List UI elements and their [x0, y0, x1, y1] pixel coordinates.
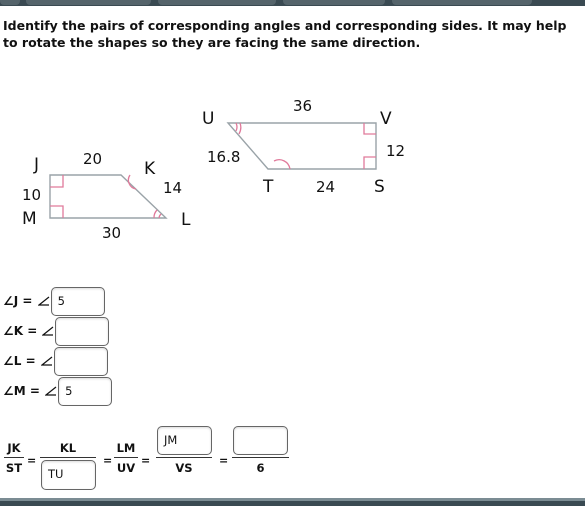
angle-row-label: ∠L =: [3, 354, 40, 368]
fraction-5-denominator: 6: [256, 461, 265, 475]
side-input-scale[interactable]: [233, 426, 288, 455]
fraction-bar: [156, 457, 212, 458]
angle-icon: [45, 386, 57, 396]
vertex-label-j: J: [34, 155, 40, 175]
right-angle-mark-m: [50, 206, 63, 218]
side-input-ku[interactable]: TU: [41, 460, 96, 490]
fraction-bar: [232, 457, 289, 458]
fraction-3-denominator: UV: [116, 461, 136, 475]
side-label-vs: 12: [386, 142, 406, 160]
equals-sign: =: [103, 454, 113, 467]
vertex-label-l: L: [181, 210, 191, 230]
shape-jklm-outline: [50, 175, 166, 218]
angle-arc-u-1: [236, 123, 237, 131]
vertex-label-v: V: [380, 109, 392, 129]
angle-input[interactable]: [54, 347, 108, 376]
side-label-uv: 36: [293, 97, 313, 115]
angle-arc-u-2: [239, 123, 241, 134]
side-label-jk: 20: [83, 150, 103, 168]
equals-sign: =: [141, 454, 151, 467]
shape-jklm: [22, 150, 191, 242]
angle-row-m: [3, 376, 112, 406]
angle-input[interactable]: 5: [51, 287, 105, 316]
vertex-label-u: U: [202, 109, 215, 129]
vertex-label-m: M: [22, 209, 37, 229]
fraction-bar: [4, 457, 24, 458]
angle-row-label: ∠M =: [3, 384, 45, 398]
fraction-4-denominator: VS: [175, 461, 193, 475]
side-label-kl: 14: [163, 179, 183, 197]
fraction-2-numerator: KL: [59, 441, 77, 455]
fraction-bar: [40, 457, 96, 458]
shape-uvst: [202, 97, 405, 197]
right-angle-mark-v: [364, 123, 376, 134]
angle-row-label: ∠K =: [3, 324, 42, 338]
instructions-text: Identify the pairs of corresponding angles and corresponding sides. It may help to rotate the shapes so they are facing the same direction.: [3, 18, 567, 50]
angle-icon: [38, 296, 50, 306]
fraction-3-numerator: LM: [116, 441, 136, 455]
angle-row-k: [3, 316, 109, 346]
equals-sign: =: [27, 454, 37, 467]
angle-icon: [42, 326, 54, 336]
fraction-bar: [114, 457, 138, 458]
angle-arc-k: [128, 175, 136, 189]
side-label-ts: 24: [316, 178, 336, 196]
side-label-ut: 16.8: [207, 148, 241, 166]
angle-row-label: ∠J =: [3, 294, 37, 308]
angle-icon: [41, 356, 53, 366]
right-angle-mark-s: [364, 157, 376, 169]
equals-sign: =: [219, 454, 229, 467]
vertex-label-s: S: [374, 177, 385, 197]
angle-arc-l-1: [154, 210, 157, 218]
fraction-1-denominator: ST: [5, 461, 23, 475]
vertex-label-k: K: [144, 159, 156, 179]
angle-row-l: [3, 346, 108, 376]
bottom-stripe: [0, 498, 585, 501]
side-label-ml: 30: [102, 224, 122, 242]
side-label-jm: 10: [22, 186, 42, 204]
vertex-label-t: T: [263, 177, 274, 197]
right-angle-mark-j: [50, 175, 63, 187]
fraction-1-numerator: JK: [7, 441, 21, 455]
shape-uvst-outline: [228, 123, 376, 169]
side-input-jm[interactable]: JM: [157, 426, 212, 455]
bottom-bar: [0, 498, 585, 506]
angle-arc-t: [274, 160, 290, 169]
angle-input[interactable]: 5: [58, 377, 112, 406]
angle-row-j: [3, 286, 105, 316]
angle-input[interactable]: [55, 317, 109, 346]
